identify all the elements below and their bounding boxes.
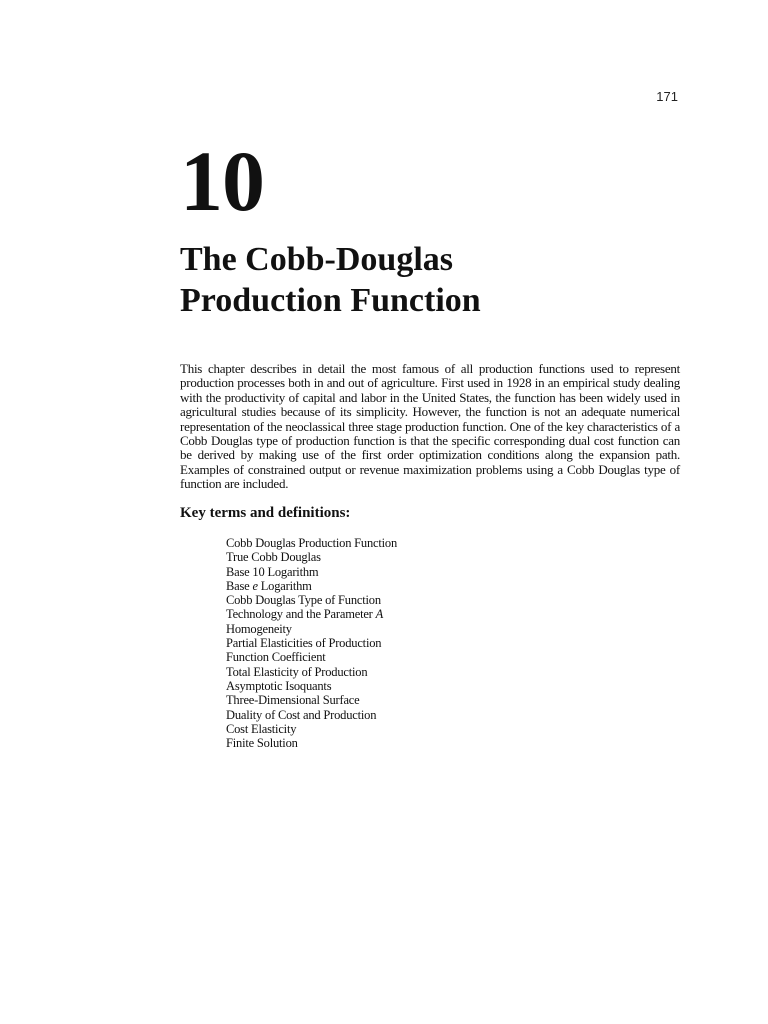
key-term: Base e Logarithm [226, 578, 312, 593]
key-term: Cobb Douglas Production Function [226, 536, 398, 550]
chapter-title-line-2: Production Function [180, 282, 481, 319]
key-term: Partial Elasticities of Production [226, 636, 382, 651]
key-term: Asymptotic Isoquants [226, 678, 332, 693]
chapter-number: 10 [180, 133, 264, 229]
key-terms-heading: Key terms and definitions: [180, 505, 351, 521]
key-term: Cost Elasticity [226, 721, 297, 736]
key-term: Cobb Douglas Type of Function [226, 593, 381, 608]
key-term: Total Elasticity of Production [226, 664, 368, 679]
key-term: Finite Solution [226, 736, 298, 751]
key-term: Duality of Cost and Production [226, 707, 377, 722]
key-terms-list [226, 536, 397, 750]
key-term: Three-Dimensional Surface [226, 693, 360, 708]
key-term: Base 10 Logarithm [226, 564, 319, 579]
key-term: Technology and the Parameter A [226, 607, 384, 622]
chapter-title-line-1: The Cobb-Douglas [180, 241, 454, 278]
page-number: 171 [656, 89, 678, 104]
chapter-title [180, 239, 700, 321]
key-term: True Cobb Douglas [226, 550, 321, 565]
key-term: Homogeneity [226, 621, 292, 636]
chapter-abstract: This chapter describes in detail the most famous of all production functions used to represent production processes both in and out of agriculture. First used in 1928 in an empirical study dealing with the productivity of capital and labor in the United States, the function has been widely used in agricultural studies because of its simplicity. However, the function is not an adequate numerical representation of the neoclassical three stage production function. One of the key characteristics of a Cobb Douglas type of production function is that the specific corresponding dual cost function can be derived by making use of the first order optimization conditions along the expansion path. Examples of constrained output or revenue maximization problems using a Cobb Douglas type of function are included. [180, 361, 680, 492]
key-term: Function Coefficient [226, 650, 326, 665]
